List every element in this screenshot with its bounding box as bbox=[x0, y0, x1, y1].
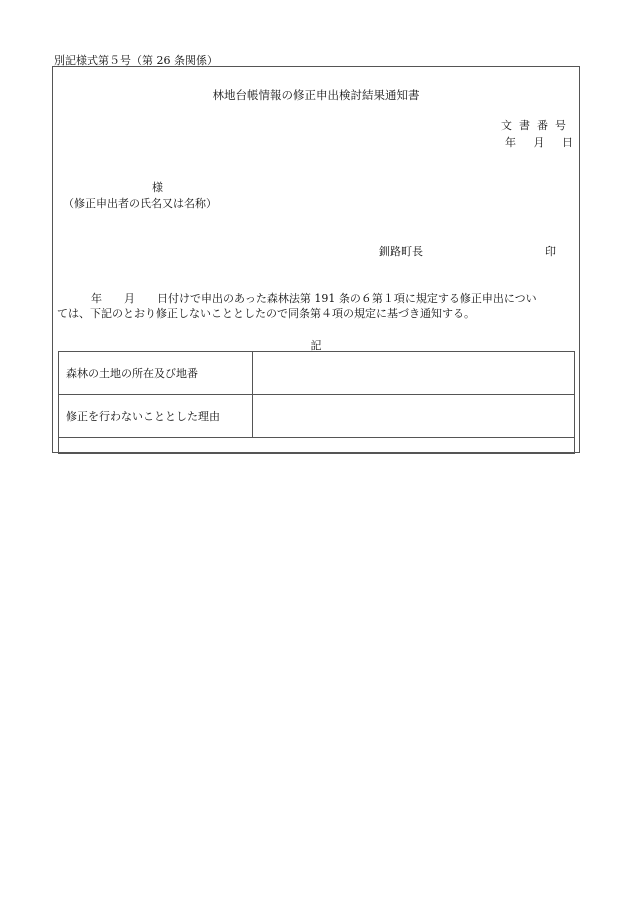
reason-value bbox=[253, 395, 574, 437]
document-number-label: 文書番号 bbox=[501, 119, 573, 132]
seal-mark: 印 bbox=[545, 245, 556, 258]
addressee-note: （修正申出者の氏名又は名称） bbox=[63, 197, 217, 210]
location-value bbox=[253, 352, 574, 394]
document-date-label: 年 月 日 bbox=[505, 136, 573, 149]
reason-label: 修正を行わないこととした理由 bbox=[59, 395, 253, 437]
sender-name: 釧路町長 bbox=[379, 245, 423, 258]
document-title: 林地台帳情報の修正申出検討結果通知書 bbox=[212, 88, 420, 102]
notice-body-line-2: ては、下記のとおり修正しないこととしたので同条第４項の規定に基づき通知する。 bbox=[57, 307, 475, 320]
location-label: 森林の土地の所在及び地番 bbox=[59, 352, 253, 394]
table-row bbox=[59, 352, 574, 395]
notice-frame bbox=[52, 66, 580, 453]
ki-heading: 記 bbox=[310, 339, 322, 352]
notice-body bbox=[57, 291, 573, 321]
table-row-empty bbox=[59, 438, 574, 453]
notice-body-line-1: 年 月 日付けで申出のあった森林法第 191 条の６第１項に規定する修正申出につい bbox=[91, 292, 537, 305]
table-row bbox=[59, 395, 574, 438]
detail-table bbox=[58, 351, 575, 454]
form-number-label: 別記様式第５号（第 26 条関係） bbox=[54, 54, 218, 67]
addressee-honorific: 様 bbox=[152, 181, 163, 194]
